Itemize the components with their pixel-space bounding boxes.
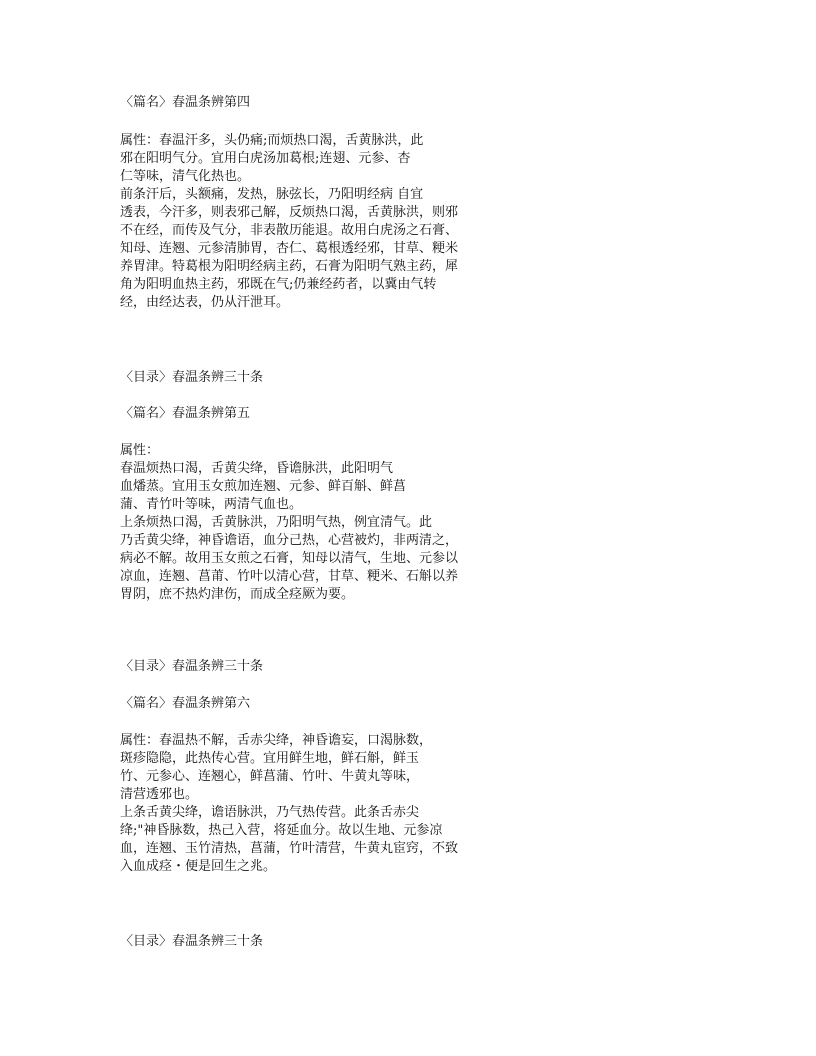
section-title: 〈篇名〉春温条辨第五 <box>120 406 251 421</box>
body-line: 斑疹隐隐，此热传心营。宜用鲜生地，鲜石斛，鲜玉 <box>120 751 420 766</box>
body-line: 蒲、青竹叶等味，两清气血也。 <box>120 497 303 512</box>
body-line: 知母、连翘、元参清肺胃，杏仁、葛根透经邪，甘草、粳米 <box>120 241 459 256</box>
toc-link[interactable]: 〈目录〉春温条辨三十条 <box>120 659 264 674</box>
body-line: 前条汗后，头额痛，发热，脉弦长，乃阳明经病 自宜 <box>120 187 424 202</box>
body-line: 竹、元参心、连翘心，鲜菖蒲、竹叶、牛黄丸等味， <box>120 769 420 784</box>
body-line: 血，连翘、玉竹清热，菖蒲，竹叶清营，牛黄丸宦窍，不致 <box>120 841 459 856</box>
body-line: 入血成痉・便是回生之兆。 <box>120 859 277 874</box>
body-line: 属性： <box>120 443 160 458</box>
body-line: 属性：春温热不解，舌赤尖绛，神昏谵妄，口渴脉数， <box>120 733 433 748</box>
body-line: 绛;"神昏脉数，热己入营，将延血分。故以生地、元参凉 <box>120 823 443 838</box>
body-line: 清营透邪也。 <box>120 787 199 802</box>
body-line: 血燔蒸。宜用玉女煎加连翘、元参、鲜百斛、鲜菖 <box>120 479 407 494</box>
section-title: 〈篇名〉春温条辨第六 <box>120 696 251 711</box>
body-line: 病必不解。故用玉女煎之石膏，知母以清气，生地、元参以 <box>120 551 459 566</box>
body-line: 上条舌黄尖绛，谵语脉洪，乃气热传营。此条舌赤尖 <box>120 805 420 820</box>
body-line: 乃舌黄尖绛，神昏谵语，血分己热，心营被灼，非两清之， <box>120 533 459 548</box>
body-line: 春温烦热口渴，舌黄尖绛，昏谵脉洪，此阳明气 <box>120 461 394 476</box>
toc-link[interactable]: 〈目录〉春温条辨三十条 <box>120 370 264 385</box>
body-line: 仁等味，清气化热也。 <box>120 169 251 184</box>
body-line: 上条烦热口渴，舌黄脉洪，乃阳明气热，例宜清气。此 <box>120 515 433 530</box>
body-line: 属性：春温汗多，头仍痛;而烦热口渴，舌黄脉洪，此 <box>120 133 424 148</box>
body-line: 胃阴，庶不热灼津伤，而成全痉厥为要。 <box>120 587 355 602</box>
section-title: 〈篇名〉春温条辨第四 <box>120 95 251 110</box>
body-line: 养胃津。特葛根为阳明经病主药，石膏为阳明气熟主药，犀 <box>120 259 459 274</box>
body-line: 经，由经达表，仍从汗泄耳。 <box>120 295 290 310</box>
body-line: 透表，今汗多，则表邪己解，反烦热口渴，舌黄脉洪，则邪 <box>120 205 459 220</box>
body-line: 凉血，连翘、菖莆、竹叶以清心营，甘草、粳米、石斛以养 <box>120 569 459 584</box>
body-line: 不在经，而传及气分，非表散历能退。故用白虎汤之石膏、 <box>120 223 459 238</box>
toc-link[interactable]: 〈目录〉春温条辨三十条 <box>120 934 264 949</box>
body-line: 角为阳明血热主药，邪既在气;仍兼经药者，以冀由气转 <box>120 277 437 292</box>
body-line: 邪在阳明气分。宜用白虎汤加葛根;连翅、元参、杏 <box>120 151 411 166</box>
